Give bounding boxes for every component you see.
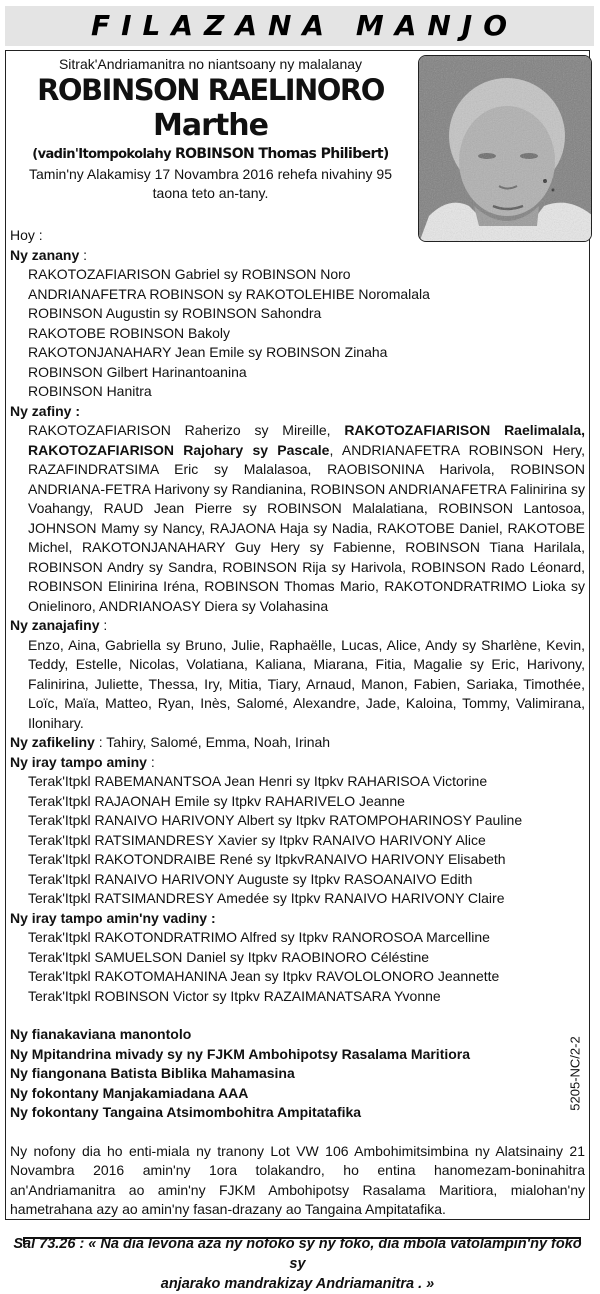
organizations-block xyxy=(10,1025,585,1123)
list-item: ROBINSON Gilbert Harinantoanina xyxy=(28,363,247,380)
grandchildren-text-rest: , ANDRIANAFETRA ROBINSON Hery, RAZAFINDRATSIMA Eric sy Malalasoa, RAOBISONINA Harivola, ROBINSON ANDRIANA-FETRA Harivony sy Randianina, ROBINSON ANDRIANAFETRA Falinirina sy Voahangy, RAUD Jean Pierre sy ROBINSON Malalatiana, ROBINSON Lantosoa, JOHNSON Mamy sy Nancy, RAJAONA Haja sy Nadia, RAKOTOBE Daniel, RAKOTOBE Michel, RAKOTONJANAHARY Guy Hery sy Fabienne, ROBINSON Tiana Harilala, ROBINSON Andry sy Sandra, ROBINSON Rija sy Harivola, ROBINSON Rado Léonard, ROBINSON Elinirina Iréna, ROBINSON Thomas Mario, RAKOTONDRATRIMO Lioka sy Onielinoro, ANDRIANOASY Diera sy Volahasina xyxy=(28,441,585,614)
list-item: Terak'Itpkl RAJAONAH Emile sy Itpkv RAHARIVELO Jeanne xyxy=(28,792,405,809)
list-item: RAKOTOBE ROBINSON Bakoly xyxy=(28,324,231,341)
spouse-name: ROBINSON Thomas Philibert) xyxy=(174,146,389,162)
spouse-prefix: (vadin'Itompokolahy xyxy=(32,147,175,162)
funeral-details: Ny nofony dia ho enti-miala ny tranony Lot VW 106 Ambohimitsimbina ny Alatsinainy 21 Novambra 2016 amin'ny 1ora tolakandro, ho entina hanomezam-boninahitra an'Andriamanitra ao amin'ny FJKM Ambohipotsy Rasalama Maritiora, mialohan'ny hametrahana azy ao amin'ny fasan-drazany ao Tangaina Ampitatafika. xyxy=(10,1142,585,1217)
organization-item: Ny fianakaviana manontolo xyxy=(10,1026,192,1042)
list-item: Terak'Itpkl RAKOTONDRAIBE René sy ItpkvRANAIVO HARIVONY Elisabeth xyxy=(28,851,506,867)
banner-title: FILAZANA MANJO xyxy=(90,9,519,42)
spouse-siblings-label: Ny iray tampo amin'ny vadiny : xyxy=(10,909,216,926)
great-grandchildren-sep: : xyxy=(99,617,108,633)
list-item: Terak'Itpkl RAKOTONDRATRIMO Alfred sy Itpkv RANOROSOA Marcelline xyxy=(28,929,490,945)
great-grandchildren-label: Ny zanajafiny xyxy=(10,617,100,633)
list-item: Terak'Itpkl RATSIMANDRESY Xavier sy Itpkv RANAIVO HARIVONY Alice xyxy=(28,831,486,848)
children-label: Ny zanany xyxy=(10,246,80,263)
organization-item: Ny Mpitandrina mivady sy ny FJKM Ambohipotsy Rasalama Maritiora xyxy=(10,1045,471,1062)
organization-item: Ny fiangonana Batista Biblika Mahamasina xyxy=(10,1065,295,1081)
list-item: Terak'Itpkl RATSIMANDRESY Amedée sy Itpkv RANAIVO HARIVONY Claire xyxy=(28,890,505,906)
list-item: Terak'Itpkl ROBINSON Victor sy Itpkv RAZAIMANATSARA Yvonne xyxy=(28,987,441,1004)
great-grandchildren-heading xyxy=(10,616,585,636)
next-notice-border xyxy=(23,1237,581,1244)
list-item: RAKOTONJANAHARY Jean Emile sy ROBINSON Zinaha xyxy=(28,344,388,360)
reference-code: 5205-NC/2-2 xyxy=(567,1036,583,1111)
list-item: ANDRIANAFETRA ROBINSON sy RAKOTOLEHIBE Noromalala xyxy=(28,285,430,302)
organization-item: Ny fokontany Manjakamiadana AAA xyxy=(10,1084,249,1101)
verse-line-1: Sal 73.26 : « Na dia levona aza ny nofoko sy ny foko, dia mbola vatolampin'ny foko sy xyxy=(13,1235,582,1272)
siblings-label: Ny iray tampo aminy xyxy=(10,753,147,770)
header-banner xyxy=(5,6,594,46)
children-heading xyxy=(10,246,585,266)
children-sep: : xyxy=(79,246,88,263)
great-great-grandchildren xyxy=(10,733,585,753)
portrait-photo xyxy=(418,55,592,242)
notice-content xyxy=(10,226,585,1294)
grandchildren-label: Ny zafiny : xyxy=(10,402,81,419)
notice-body xyxy=(10,226,585,1220)
great-grandchildren-text: Enzo, Aina, Gabriella sy Bruno, Julie, Raphaëlle, Lucas, Alice, Andy sy Sharlène, Kevin, Teddy, Estelle, Nicolas, Volatiana, Kaliana, Miarana, Fitia, Magalie sy Eric, Harivony, Falinirina, Juliette, Thessa, Iry, Mitia, Tiary, Arnaud, Manon, Fabien, Sariaka, Timothée, Loïc, Maïa, Matteo, Ryan, Inès, Salomé, Alexandre, Jade, Kaloina, Tommy, Valimirana, Ilonihary. xyxy=(28,636,585,731)
spouse-line xyxy=(8,144,413,165)
great-great-grandchildren-label: Ny zafikeliny xyxy=(10,734,95,750)
list-item: ROBINSON Augustin sy ROBINSON Sahondra xyxy=(28,305,322,321)
list-item: Terak'Itpkl RAKOTOMAHANINA Jean sy Itpkv RAVOLOLONORO Jeannette xyxy=(28,968,500,984)
grandchildren-text-start: RAKOTOZAFIARISON Raherizo sy Mireille, xyxy=(28,422,345,438)
list-item: Terak'Itpkl SAMUELSON Daniel sy Itpkv RAOBINORO Céléstine xyxy=(28,948,430,965)
portrait-image xyxy=(419,56,592,242)
list-item: Terak'Itpkl RANAIVO HARIVONY Auguste sy Itpkv RASOANAIVO Edith xyxy=(28,870,473,887)
intro-text: Sitrak'Andriamanitra no niantsoany ny malalanay xyxy=(58,56,363,72)
deceased-first-name: Marthe xyxy=(153,108,268,143)
notice-header xyxy=(8,56,413,203)
reference-code-wrap xyxy=(565,1025,585,1123)
list-item: Terak'Itpkl RANAIVO HARIVONY Albert sy Itpkv RATOMPOHARINOSY Pauline xyxy=(28,812,523,828)
great-great-grandchildren-text: : Tahiry, Salomé, Emma, Noah, Irinah xyxy=(94,734,331,750)
deceased-name: ROBINSON RAELINORO xyxy=(37,73,384,107)
siblings-heading xyxy=(10,753,585,773)
siblings-sep: : xyxy=(146,753,155,770)
hoy-label: Hoy : xyxy=(10,227,43,243)
organization-item: Ny fokontany Tangaina Atsimombohitra Ampitatafika xyxy=(10,1104,362,1120)
list-item: ROBINSON Hanitra xyxy=(28,383,152,399)
grandchildren-text xyxy=(10,421,585,616)
list-item: RAKOTOZAFIARISON Gabriel sy ROBINSON Noro xyxy=(28,266,351,282)
grandchildren-bold: RAKOTOZAFIARISON Raelimalala, RAKOTOZAFIARISON Rajohary sy Pascale xyxy=(28,422,586,458)
verse-line-2: anjarako mandrakizay Andriamanitra . » xyxy=(160,1275,435,1292)
death-notice: Tamin'ny Alakamisy 17 Novambra 2016 rehefa nivahiny 95 taona teto an-tany. xyxy=(29,166,392,201)
list-item: Terak'Itpkl RABEMANANTSOA Jean Henri sy Itpkv RAHARISOA Victorine xyxy=(28,773,488,789)
